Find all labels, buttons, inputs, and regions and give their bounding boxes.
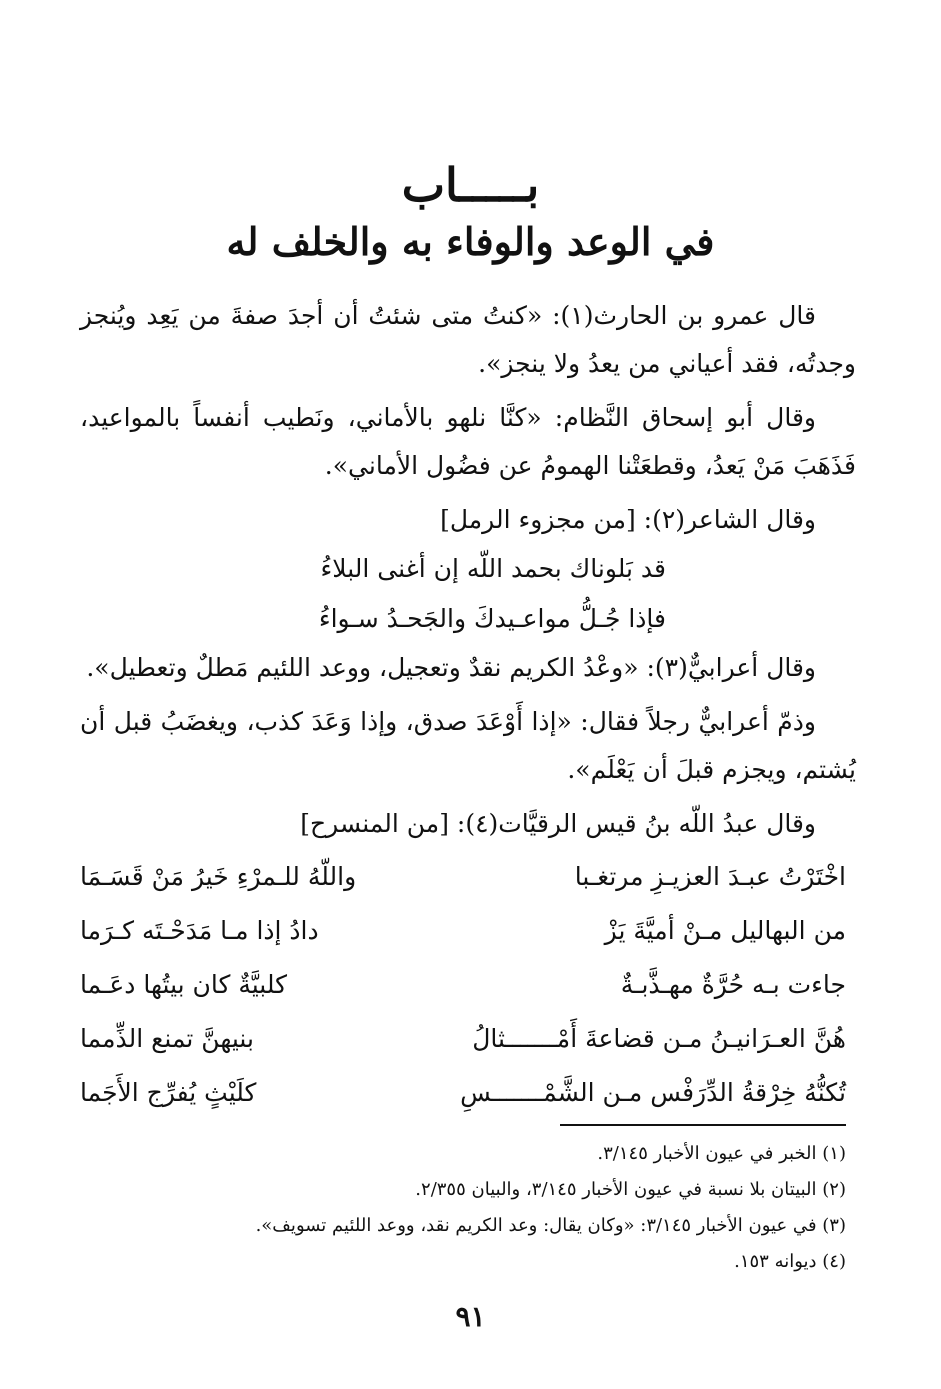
couplet [80, 904, 856, 958]
footnote: (٣) في عيون الأخبار ٣/١٤٥: «وكان يقال: وعد الكريم نقد، ووعد اللئيم تسويف». [255, 1215, 846, 1236]
poet-intro: وقال عبدُ اللّه بنُ قيس الرقيَّات(٤): [من المنسرح] [300, 809, 816, 838]
verse-line: فإذا جُـلُّ مواعـيدكَ والجَحـدُ سـواءُ [318, 604, 666, 633]
footnote: (٤) ديوانه ١٥٣. [734, 1251, 846, 1272]
hemistich-left: واللّهُ للـمرْءِ خَيرُ مَنْ قَسَـمَا [80, 862, 357, 891]
chapter-heading: بـــــاب [401, 158, 540, 212]
hemistich-left: دادُ إذا مـا مَدَحْـتَه كـرَما [80, 916, 319, 945]
couplet [80, 1066, 856, 1120]
footnote-separator [560, 1124, 846, 1126]
main-text [80, 292, 856, 1120]
hemistich-left: كلبيَّةٌ كان بيتُها دعَـما [80, 970, 288, 999]
hemistich-left: بنيهنَّ تمنع الذِّمما [80, 1024, 254, 1053]
hemistich-right: تُكنُّهُ خِرْقةُ الدِّرَفْس مـن الشَّمْـــــــسِ [460, 1078, 846, 1107]
hemistich-right: اخْتَرْتُ عبـدَ العزيـزِ مرتغـبا [574, 862, 846, 891]
hemistich-right: جاءت بـه حُرَّةٌ مهـذَّبـةٌ [620, 970, 846, 999]
footnote: (١) الخبر في عيون الأخبار ٣/١٤٥. [597, 1143, 846, 1164]
hemistich-right: من البهاليل مـنْ أميَّةَ يَزْ [604, 916, 846, 945]
paragraph: وقال أبو إسحاق النَّظام: «كنَّا نلهو بالأماني، ونَطيب أنفساً بالمواعيد، فَذَهَبَ مَنْ يَعدُ، وقطعَتْنا الهمومُ عن فضُول الأماني». [80, 403, 856, 480]
verse-line: قد بَلوناك بحمد اللّه إن أغنى البلاءُ [320, 554, 666, 583]
hemistich-right: هُنَّ العـرَانيـنُ مـن قضاعةَ أَمْـــــــثالُ [472, 1024, 846, 1053]
page-number: ٩١ [455, 1300, 486, 1333]
couplet [80, 958, 856, 1012]
couplet [80, 850, 856, 904]
footnotes [80, 1136, 846, 1280]
poet-intro: وقال الشاعر(٢): [من مجزوء الرمل] [440, 505, 816, 534]
footnote: (٢) البيتان بلا نسبة في عيون الأخبار ٣/١٤٥، والبيان ٢/٣٥٥. [415, 1179, 846, 1200]
paragraph: وقال أعرابيٌّ(٣): «وعْدُ الكريم نقدٌ وتعجيل، ووعد اللئيم مَطلٌ وتعطيل». [86, 653, 816, 682]
hemistich-left: كلَيْثٍ يُفرِّج الأَجَما [80, 1078, 257, 1107]
paragraph: وذمّ أعرابيٌّ رجلاً فقال: «إذا أَوْعَدَ صدق، وإذا وَعَدَ كذب، ويغضَبُ قبل أن يُشتم، ويجزم قبلَ أن يَعْلَم». [80, 707, 856, 784]
chapter-title: في الوعد والوفاء به والخلف له [226, 219, 715, 264]
poem [80, 850, 856, 1120]
paragraph: قال عمرو بن الحارث(١): «كنتُ متى شئتُ أن أجدَ صفةَ من يَعِد ويُنجز وجدتُه، فقد أعياني من يعدُ ولا ينجز». [80, 301, 856, 378]
couplet [80, 1012, 856, 1066]
